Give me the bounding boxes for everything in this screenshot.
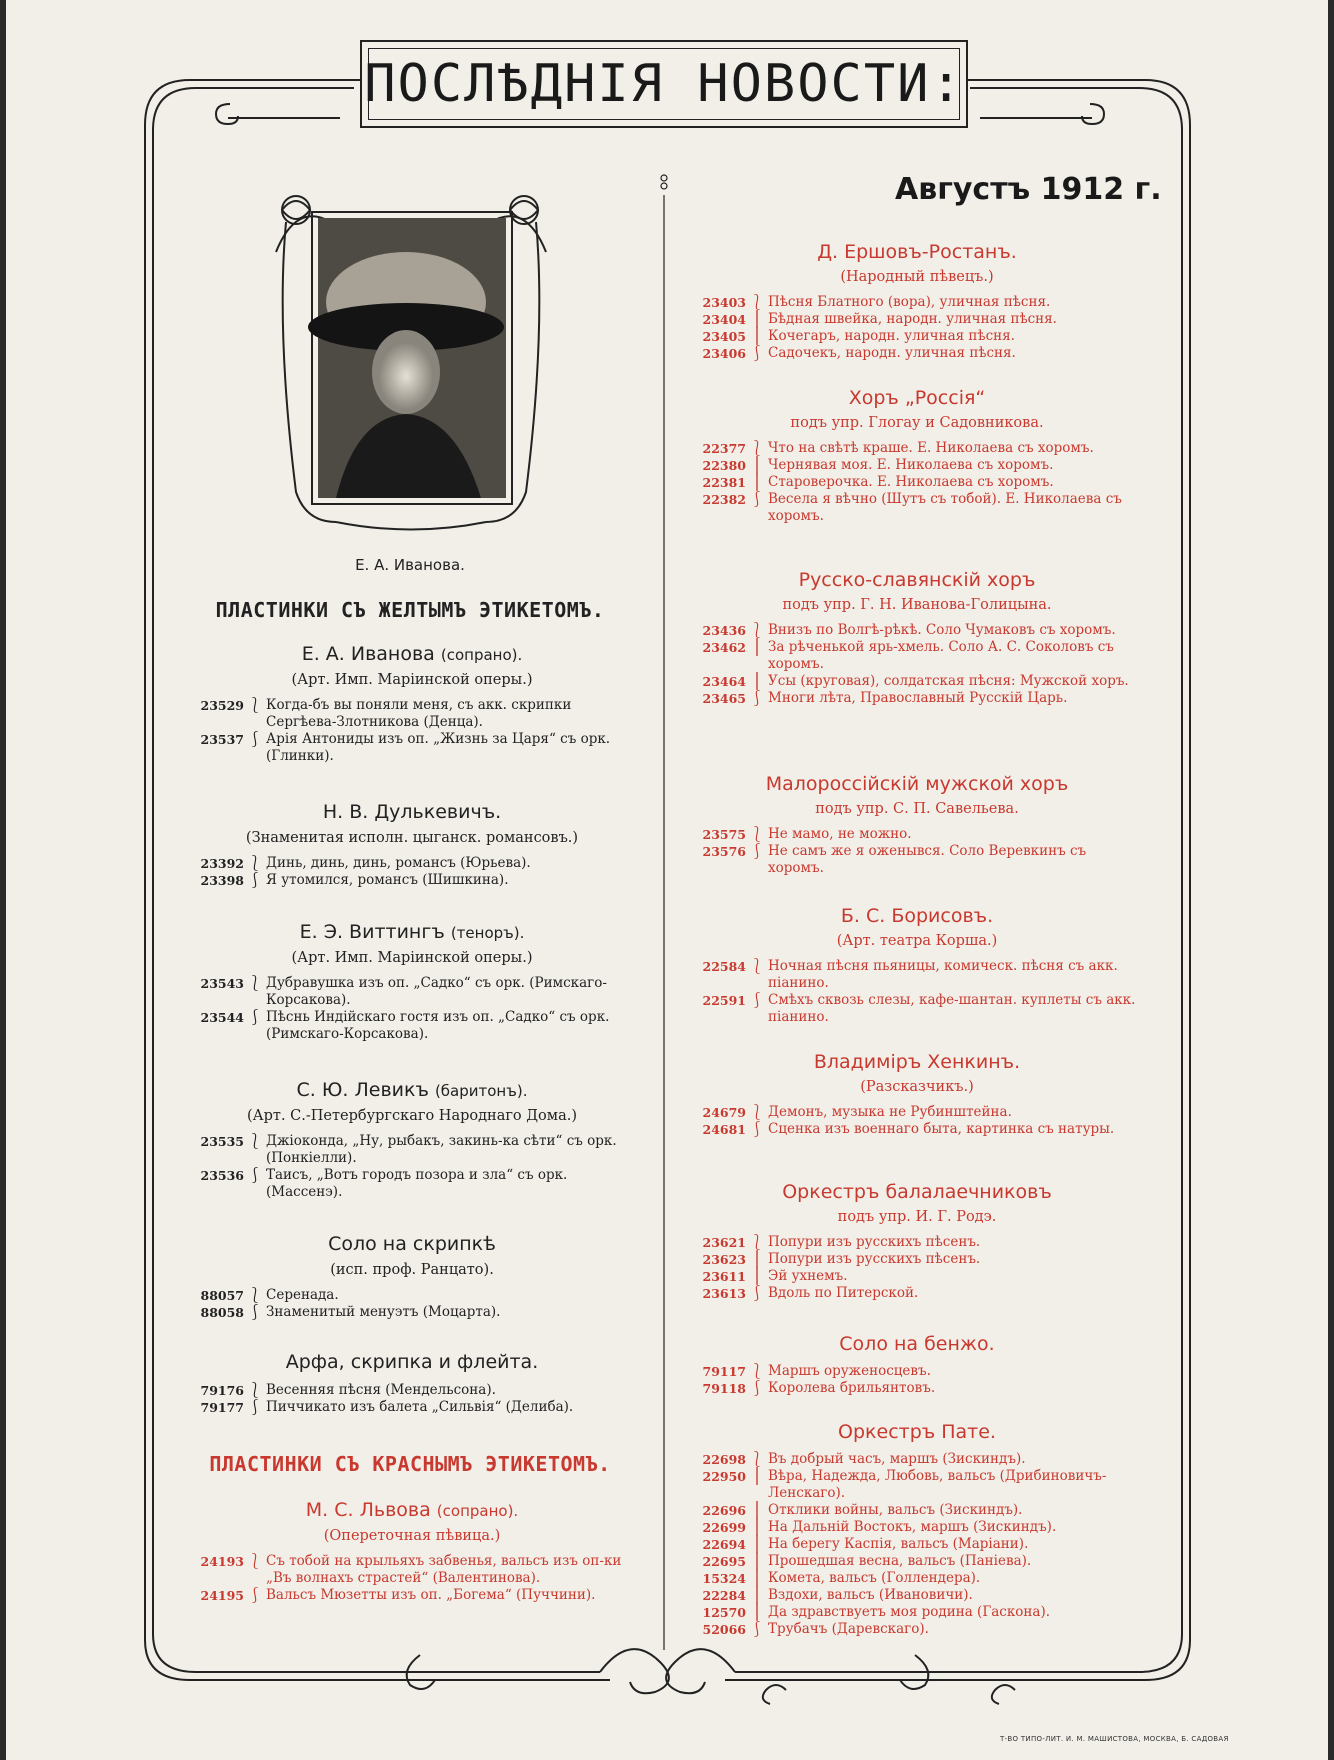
record-number: 23623: [702, 1252, 746, 1267]
record-entry: [692, 1536, 1142, 1553]
record-number: 79117: [702, 1364, 746, 1379]
record-entry: [692, 1380, 1142, 1397]
record-entry: [692, 1468, 1142, 1502]
record-number: 23576: [702, 844, 746, 859]
record-title: Усы (круговая), солдатская пѣсня: Мужской хоръ.: [768, 673, 1129, 689]
record-entry: [692, 1519, 1142, 1536]
brace-mark: ⎱: [247, 696, 263, 714]
brace-mark: ⎪: [751, 1586, 763, 1604]
brace-mark: ⎪: [751, 473, 763, 491]
record-title: Не мамо, не можно.: [768, 826, 912, 842]
brace-mark: ⎪: [751, 1552, 763, 1570]
record-number: 23544: [200, 1010, 244, 1025]
brace-mark: ⎰: [247, 871, 263, 889]
record-entry: [692, 1251, 1142, 1268]
record-entry: [190, 697, 634, 731]
record-number: 23543: [200, 976, 244, 991]
artist-block: [190, 642, 634, 765]
record-title: Знаменитый менуэтъ (Моцарта).: [266, 1304, 501, 1320]
artist-subtitle: (Арт. Имп. Маріинской оперы.): [291, 672, 533, 688]
record-title: Когда-бъ вы поняли меня, съ акк. скрипки Сергѣева-Злотникова (Денца).: [266, 697, 572, 730]
brace-mark: ⎰: [749, 490, 765, 508]
record-entry: [692, 491, 1142, 525]
record-number: 24679: [702, 1105, 746, 1120]
brace-mark: ⎱: [749, 1450, 765, 1468]
record-number: 23613: [702, 1286, 746, 1301]
record-number: 24681: [702, 1122, 746, 1137]
record-entry: [692, 1121, 1142, 1138]
record-number: 23611: [702, 1269, 746, 1284]
red-label-heading: ПЛАСТИНКИ СЪ КРАСНЫМЪ ЭТИКЕТОМЪ.: [209, 1452, 611, 1476]
artist-block: [190, 1232, 634, 1321]
record-entry: [692, 673, 1142, 690]
brace-mark: ⎪: [751, 327, 763, 345]
record-number: 79118: [702, 1381, 746, 1396]
record-entry: [692, 311, 1142, 328]
artist-block: [692, 1332, 1142, 1397]
record-number: 23621: [702, 1235, 746, 1250]
record-entry: [692, 639, 1142, 673]
record-title: Пѣснь Индійскаго гостя изъ оп. „Садко“ съ орк. (Римскаго-Корсакова).: [266, 1009, 610, 1042]
record-number: 12570: [702, 1605, 746, 1620]
artist-name: Соло на скрипкѣ: [328, 1233, 496, 1255]
record-title: Вальсъ Мюзетты изъ оп. „Богема“ (Пуччини).: [266, 1587, 596, 1603]
record-title: Многи лѣта, Православный Русскій Царь.: [768, 690, 1068, 706]
record-entry: 24195 ⎰ Вальсъ Мюзетты изъ оп. „Богема“ (Пуччини).: [190, 1587, 634, 1604]
yellow-label-heading: ПЛАСТИНКИ СЪ ЖЕЛТЫМЪ ЭТИКЕТОМЪ.: [215, 598, 605, 622]
record-title: Трубачъ (Даревскаго).: [768, 1621, 929, 1637]
artist-block: [692, 904, 1142, 1026]
artist-subtitle: (Опереточная пѣвица.): [323, 1528, 501, 1544]
artist-subtitle: (Знаменитая исполн. цыганск. романсовъ.): [245, 830, 579, 846]
brace-mark: ⎪: [751, 1603, 763, 1621]
record-number: 23405: [702, 329, 746, 344]
brace-mark: ⎰: [247, 1166, 263, 1184]
record-number: 22698: [702, 1452, 746, 1467]
record-title: Арія Антониды изъ оп. „Жизнь за Царя“ съ орк. (Глинки).: [266, 731, 611, 764]
artist-block: [692, 1180, 1142, 1302]
brace-mark: ⎱: [749, 621, 765, 639]
artist-role: (сопрано).: [440, 646, 523, 664]
record-title: Демонъ, музыка не Рубинштейна.: [768, 1104, 1012, 1120]
record-number: 22694: [702, 1537, 746, 1552]
brace-mark: ⎱: [247, 1286, 263, 1304]
record-entry: 24193 ⎱ Съ тобой на крыльяхъ забвенья, вальсъ изъ оп-ки „Въ волнахъ страстей“ (Валентинова).: [190, 1553, 634, 1587]
artist-name: Арфа, скрипка и флейта.: [285, 1351, 539, 1373]
record-entry: [190, 855, 634, 872]
brace-mark: ⎰: [247, 730, 263, 748]
artist-block: [190, 1078, 634, 1201]
masthead-title: ПОСЛѢДНІЯ НОВОСТИ:: [364, 54, 964, 114]
record-entry: [692, 826, 1142, 843]
artist-subtitle: подъ упр. Глогау и Садовникова.: [790, 415, 1044, 431]
record-number: 23465: [702, 691, 746, 706]
record-number: 22950: [702, 1469, 746, 1484]
record-title: Комета, вальсъ (Голлендера).: [768, 1570, 981, 1586]
artist-name: Б. С. Борисовъ.: [840, 905, 994, 927]
masthead-box: [360, 40, 968, 128]
record-title: Отклики войны, вальсъ (Зискиндъ).: [768, 1502, 1023, 1518]
record-entry: [190, 1009, 634, 1043]
brace-mark: ⎰: [749, 1284, 765, 1302]
record-number: 24193: [200, 1554, 244, 1569]
record-number: 23392: [200, 856, 244, 871]
issue-date: Августъ 1912 г.: [895, 172, 1162, 207]
record-title: Маршъ оруженосцевъ.: [768, 1363, 931, 1379]
record-number: 24195: [200, 1588, 244, 1603]
printer-imprint: Т-ВО ТИПО-ЛИТ. И. М. МАШИСТОВА, МОСКВА, Б. САДОВАЯ: [1000, 1735, 1229, 1743]
record-number: 52066: [702, 1622, 746, 1637]
record-number: 23404: [702, 312, 746, 327]
record-number: 23464: [702, 674, 746, 689]
record-title: Да здравствуетъ моя родина (Гаскона).: [768, 1604, 1051, 1620]
record-number: 22591: [702, 993, 746, 1008]
brace-mark: ⎰: [247, 1303, 263, 1321]
record-title: Съ тобой на крыльяхъ забвенья, вальсъ изъ оп-ки „Въ волнахъ страстей“ (Валентинова).: [266, 1553, 622, 1586]
record-entry: [692, 992, 1142, 1026]
record-number: 22696: [702, 1503, 746, 1518]
brace-mark: ⎪: [751, 456, 763, 474]
record-entry: [692, 843, 1142, 877]
artist-subtitle: подъ упр. И. Г. Родэ.: [837, 1209, 997, 1225]
record-number: 22284: [702, 1588, 746, 1603]
record-entry: [190, 975, 634, 1009]
brace-mark: ⎪: [751, 638, 763, 656]
record-entry: [692, 474, 1142, 491]
record-title: Серенада.: [266, 1287, 339, 1303]
record-title: Эй ухнемъ.: [768, 1268, 848, 1284]
record-number: 88057: [200, 1288, 244, 1303]
artist-role: (теноръ).: [450, 924, 525, 942]
record-number: 23398: [200, 873, 244, 888]
record-title: Королева брильянтовъ.: [768, 1380, 936, 1396]
artist-block: [190, 800, 634, 889]
artist-block: [692, 240, 1142, 362]
record-number: 79177: [200, 1400, 244, 1415]
record-entry: [692, 690, 1142, 707]
record-entry: [692, 1621, 1142, 1638]
record-number: 22699: [702, 1520, 746, 1535]
record-number: 22584: [702, 959, 746, 974]
artist-block-lvova: [190, 1498, 634, 1604]
record-number: 22377: [702, 441, 746, 456]
record-number: 23529: [200, 698, 244, 713]
artist-block: [692, 1050, 1142, 1138]
record-title: Сценка изъ военнаго быта, картинка съ натуры.: [768, 1121, 1115, 1137]
record-title: Вѣра, Надежда, Любовь, вальсъ (Дрибиновичъ-Ленскаго).: [768, 1468, 1107, 1501]
artist-subtitle: (Разсказчикъ.): [860, 1079, 974, 1095]
record-number: 22380: [702, 458, 746, 473]
brace-mark: ⎱: [749, 1103, 765, 1121]
artist-name: Н. В. Дулькевичъ.: [322, 801, 502, 823]
record-title: Весенняя пѣсня (Мендельсона).: [266, 1382, 496, 1398]
artist-name: Малороссійскій мужской хоръ: [765, 773, 1069, 795]
portrait-frame: [266, 192, 556, 532]
artist-block: [692, 1420, 1142, 1638]
record-number: 23536: [200, 1168, 244, 1183]
record-title: Попури изъ русскихъ пѣсенъ.: [768, 1251, 981, 1267]
record-title: Не самъ же я оженывся. Соло Веревкинъ съ хоромъ.: [768, 843, 1087, 876]
record-title: Смѣхъ сквозь слезы, кафе-шантан. куплеты съ акк. піанино.: [768, 992, 1136, 1025]
record-number: 22381: [702, 475, 746, 490]
brace-mark: ⎪: [751, 310, 763, 328]
record-entry: [692, 1363, 1142, 1380]
record-title: Староверочка. Е. Николаева съ хоромъ.: [768, 474, 1054, 490]
record-entry: [692, 457, 1142, 474]
brace-mark: ⎰: [749, 1120, 765, 1138]
artist-role: (баритонъ).: [434, 1082, 528, 1100]
brace-mark: ⎪: [751, 1467, 763, 1485]
record-title: Въ добрый часъ, маршъ (Зискиндъ).: [768, 1451, 1026, 1467]
artist-name: Оркестръ балалаечниковъ: [782, 1181, 1052, 1203]
record-title: Таисъ, „Вотъ городъ позора и зла“ съ орк. (Массенэ).: [266, 1167, 568, 1200]
artist-name: Владиміръ Хенкинъ.: [813, 1051, 1021, 1073]
record-number: 88058: [200, 1305, 244, 1320]
artist-subtitle: (Арт. С.-Петербургскаго Народнаго Дома.): [247, 1108, 577, 1124]
record-title: Я утомился, романсъ (Шишкина).: [266, 872, 509, 888]
record-title: Внизъ по Волгѣ-рѣкѣ. Соло Чумаковъ съ хоромъ.: [768, 622, 1116, 638]
record-title: Пиччикато изъ балета „Сильвія“ (Делиба).: [266, 1399, 574, 1415]
record-title: Вдоль по Питерской.: [768, 1285, 919, 1301]
brace-mark: ⎱: [749, 1362, 765, 1380]
artist-subtitle: (Народный пѣвецъ.): [840, 269, 994, 285]
brace-mark: ⎪: [751, 1267, 763, 1285]
brace-mark: ⎱: [749, 293, 765, 311]
artist-block: [692, 772, 1142, 877]
brace-mark: ⎪: [751, 1569, 763, 1587]
brace-mark: ⎰: [749, 1379, 765, 1397]
record-entry: [692, 1570, 1142, 1587]
record-entry: [692, 1104, 1142, 1121]
record-entry: [692, 1553, 1142, 1570]
record-title: Вздохи, вальсъ (Ивановичи).: [768, 1587, 973, 1603]
record-title: Что на свѣтѣ краше. Е. Николаева съ хоромъ.: [768, 440, 1094, 456]
artist-subtitle: (Арт. Имп. Маріинской оперы.): [291, 950, 533, 966]
artist-name: С. Ю. Левикъ: [296, 1079, 429, 1101]
record-number: 22695: [702, 1554, 746, 1569]
brace-mark: ⎰: [749, 1620, 765, 1638]
record-title: Попури изъ русскихъ пѣсенъ.: [768, 1234, 981, 1250]
record-entry: [190, 731, 634, 765]
artist-subtitle: подъ упр. С. П. Савельева.: [815, 801, 1019, 817]
artist-name: Е. А. Иванова: [301, 643, 435, 665]
portrait-caption: Е. А. Иванова.: [355, 556, 465, 574]
record-entry: [692, 1502, 1142, 1519]
record-entry: [692, 622, 1142, 639]
brace-mark: ⎪: [751, 1501, 763, 1519]
brace-mark: ⎪: [751, 1518, 763, 1536]
brace-mark: ⎱: [749, 439, 765, 457]
record-title: За рѣченькой ярь-хмель. Соло А. С. Соколовъ съ хоромъ.: [768, 639, 1114, 672]
artist-name: Соло на бенжо.: [839, 1333, 995, 1355]
record-title: На Дальній Востокъ, маршъ (Зискиндъ).: [768, 1519, 1057, 1535]
brace-mark: ⎰: [749, 842, 765, 860]
artist-subtitle: (исп. проф. Ранцато).: [330, 1262, 494, 1278]
brace-mark: ⎰: [247, 1398, 263, 1416]
brace-mark: ⎱: [749, 957, 765, 975]
record-entry: [692, 1268, 1142, 1285]
artist-name: Е. Э. Виттингъ: [299, 921, 445, 943]
brace-mark: ⎰: [247, 1008, 263, 1026]
record-title: Кочегаръ, народн. уличная пѣсня.: [768, 328, 1015, 344]
brace-mark: ⎪: [751, 1535, 763, 1553]
artist-name: Русско-славянскій хоръ: [798, 569, 1036, 591]
record-entry: [190, 1287, 634, 1304]
record-entry: [692, 958, 1142, 992]
artist-block: [692, 568, 1142, 707]
record-number: 23436: [702, 623, 746, 638]
record-entry: [692, 1587, 1142, 1604]
record-number: 79176: [200, 1383, 244, 1398]
brace-mark: ⎱: [247, 974, 263, 992]
brace-mark: ⎱: [247, 1132, 263, 1150]
record-title: Садочекъ, народн. уличная пѣсня.: [768, 345, 1016, 361]
record-entry: [190, 872, 634, 889]
brace-mark: ⎱: [749, 825, 765, 843]
artist-subtitle: (Арт. театра Корша.): [836, 933, 998, 949]
record-number: 23406: [702, 346, 746, 361]
record-number: 23537: [200, 732, 244, 747]
brace-mark: ⎱: [247, 1381, 263, 1399]
record-title: Пѣсня Блатного (вора), уличная пѣсня.: [768, 294, 1051, 310]
record-entry: [692, 345, 1142, 362]
artist-name: М. С. Львова: [305, 1499, 431, 1521]
brace-mark: ⎰: [749, 344, 765, 362]
artist-block: [190, 920, 634, 1043]
record-entry: [190, 1133, 634, 1167]
record-number: 22382: [702, 492, 746, 507]
record-entry: [692, 328, 1142, 345]
brace-mark: ⎱: [247, 854, 263, 872]
record-title: Бѣдная швейка, народн. уличная пѣсня.: [768, 311, 1057, 327]
record-title: Ночная пѣсня пьяницы, комическ. пѣсня съ акк. піанино.: [768, 958, 1118, 991]
record-number: 23403: [702, 295, 746, 310]
brace-mark: ⎪: [751, 672, 763, 690]
record-entry: [190, 1304, 634, 1321]
artist-block: [692, 386, 1142, 525]
artist-name: Хоръ „Россія“: [848, 387, 986, 409]
brace-mark: ⎰: [749, 689, 765, 707]
brace-mark: ⎪: [751, 1250, 763, 1268]
record-number: 23575: [702, 827, 746, 842]
record-title: Прошедшая весна, вальсъ (Паніева).: [768, 1553, 1032, 1569]
record-entry: [692, 1604, 1142, 1621]
record-title: Дубравушка изъ оп. „Садко“ съ орк. (Римскаго-Корсакова).: [266, 975, 607, 1008]
brace-mark: ⎰: [749, 991, 765, 1009]
record-entry: [692, 440, 1142, 457]
record-title: Чернявая моя. Е. Николаева съ хоромъ.: [768, 457, 1054, 473]
record-title: Динь, динь, динь, романсъ (Юрьева).: [266, 855, 531, 871]
brace-mark: ⎱: [749, 1233, 765, 1251]
artist-subtitle: подъ упр. Г. Н. Иванова-Голицына.: [782, 597, 1052, 613]
artist-role: (сопрано).: [436, 1502, 519, 1520]
record-entry: [692, 1234, 1142, 1251]
artist-block: [190, 1350, 634, 1416]
record-entry: [692, 1285, 1142, 1302]
record-title: Джіоконда, „Ну, рыбакъ, закинь-ка сѣти“ съ орк. (Понкіелли).: [266, 1133, 617, 1166]
record-entry: [190, 1382, 634, 1399]
artist-name: Оркестръ Пате.: [838, 1421, 996, 1443]
record-entry: [190, 1167, 634, 1201]
record-number: 15324: [702, 1571, 746, 1586]
record-number: 23462: [702, 640, 746, 655]
record-entry: [692, 294, 1142, 311]
record-title: Весела я вѣчно (Шутъ съ тобой). Е. Николаева съ хоромъ.: [768, 491, 1122, 524]
record-number: 23535: [200, 1134, 244, 1149]
record-entry: [190, 1399, 634, 1416]
record-entry: [692, 1451, 1142, 1468]
artist-name: Д. Ершовъ-Ростанъ.: [817, 241, 1017, 263]
record-title: На берегу Каспія, вальсъ (Маріани).: [768, 1536, 1029, 1552]
